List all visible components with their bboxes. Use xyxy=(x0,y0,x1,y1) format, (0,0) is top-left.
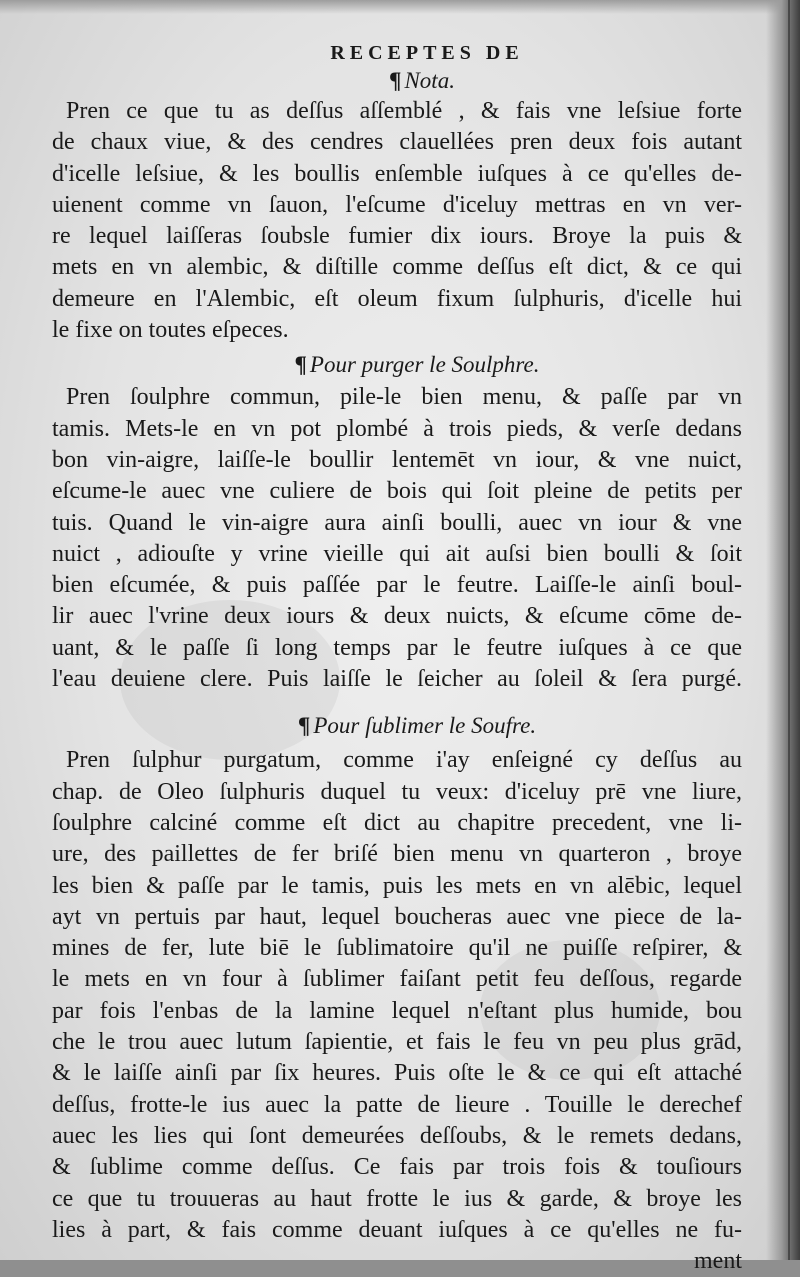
text-line: & ſublime comme deſſus. Ce fais par trois fois & touſiours xyxy=(52,1154,742,1181)
pilcrow-mark: ¶ xyxy=(389,68,402,93)
text-line: Pren ce que tu as deſſus aſſemblé , & fais vne leſsiue forte xyxy=(66,98,742,124)
text-line: nuict , adiouſte y vrine vieille qui ait auſsi bien boulli & ſoit xyxy=(52,540,742,567)
running-head: RECEPTES DE xyxy=(330,42,524,64)
text-line: le mets en vn four à ſublimer faiſant petit feu deſſous, regarde xyxy=(52,966,742,993)
text-line: uienent comme vn ſauon, l'eſcume d'iceluy mettras en vn ver- xyxy=(52,191,742,218)
section-heading-purger xyxy=(52,350,742,380)
text-line: l'eau deuiene clere. Puis laiſſe le ſeicher au ſoleil & ſera purgé. xyxy=(52,666,742,693)
text-line: bien eſcumée, & puis paſſée par le feutre. Laiſſe-le ainſi boul- xyxy=(52,572,742,599)
text-line: lir auec l'vrine deux iours & deux nuicts, & eſcume cōme de- xyxy=(52,603,742,630)
section-heading-nota xyxy=(52,66,742,96)
paragraph-purger xyxy=(52,382,742,695)
paragraph-nota xyxy=(52,96,742,346)
pilcrow-mark: ¶ xyxy=(294,352,307,378)
text-line: eſcume-le auec vne culiere de bois qui ſoit pleine de petits per xyxy=(52,478,742,505)
text-line: & le laiſſe ainſi par ſix heures. Puis oſte le & ce qui eſt attaché xyxy=(52,1060,742,1087)
text-line: bon vin-aigre, laiſſe-le boullir lentemēt vn iour, & vne nuict, xyxy=(52,446,742,473)
text-line: chap. de Oleo ſulphuris duquel tu veux: d'iceluy prē vne liure, xyxy=(52,778,742,805)
text-line: ure, des paillettes de fer briſé bien menu vn quarteron , broye xyxy=(52,841,742,868)
text-line: par fois l'enbas de la lamine lequel n'eſtant plus humide, bou xyxy=(52,997,742,1024)
paragraph-sublimer xyxy=(52,745,742,1277)
section-heading-text: Nota. xyxy=(404,68,455,93)
text-line: ce que tu trouueras au haut frotte le ius & garde, & broye les xyxy=(52,1185,742,1212)
text-line: de chaux viue, & des cendres clauellées pren deux fois autant xyxy=(52,129,742,156)
text-line: les bien & paſſe par le tamis, puis les mets en vn alēbic, lequel xyxy=(52,872,742,899)
pilcrow-mark: ¶ xyxy=(297,713,311,739)
text-line: le fixe on toutes eſpeces. xyxy=(52,317,289,344)
page-top-shadow xyxy=(0,0,800,14)
text-line: tamis. Mets-le en vn pot plombé à trois pieds, & verſe dedans xyxy=(52,415,742,442)
text-line: Pren ſulphur purgatum, comme i'ay enſeigné cy deſſus au xyxy=(66,747,742,774)
book-spine-edge xyxy=(766,0,800,1260)
page-text-block xyxy=(52,40,742,1277)
text-line: lies à part, & fais comme deuant iuſques à ce qu'elles ne fu- xyxy=(52,1216,742,1243)
text-line: mets en vn alembic, & diſtille comme deſſus eſt dict, & ce qui xyxy=(52,254,742,281)
text-line: re lequel laiſſeras ſoubsle fumier dix iours. Broye la puis & xyxy=(52,223,742,250)
text-line: d'icelle leſsiue, & les boullis enſemble iuſques à ce qu'elles de- xyxy=(52,160,742,187)
catchword: ment xyxy=(694,1248,742,1275)
text-line: Pren ſoulphre commun, pile-le bien menu, & paſſe par vn xyxy=(66,384,742,411)
text-line: auec les lies qui ſont demeurées deſſoubs, & le remets dedans, xyxy=(52,1122,742,1149)
text-line: demeure en l'Alembic, eſt oleum fixum ſulphuris, d'icelle hui xyxy=(52,285,742,312)
section-heading-text: Pour ſublimer le Soufre. xyxy=(313,713,537,739)
text-line: ſoulphre calciné comme eſt dict au chapitre precedent, vne li- xyxy=(52,809,742,836)
text-line: ayt vn pertuis par haut, lequel boucheras auec vne piece de la- xyxy=(52,903,742,930)
text-line: uant, & le paſſe ſi long temps par le feutre iuſques à ce que xyxy=(52,634,742,661)
section-heading-sublimer xyxy=(52,711,742,741)
text-line: deſſus, frotte-le ius auec la patte de lieure . Touille le derechef xyxy=(52,1091,742,1118)
section-heading-text: Pour purger le Soulphre. xyxy=(309,352,540,378)
text-line: mines de fer, lute biē le ſublimatoire qu'il ne puiſſe reſpirer, & xyxy=(52,935,742,962)
text-line: che le trou auec lutum ſapientie, et fais le feu vn peu plus grād, xyxy=(52,1029,742,1056)
text-line: tuis. Quand le vin-aigre aura ainſi boulli, auec vn iour & vne xyxy=(52,509,742,536)
